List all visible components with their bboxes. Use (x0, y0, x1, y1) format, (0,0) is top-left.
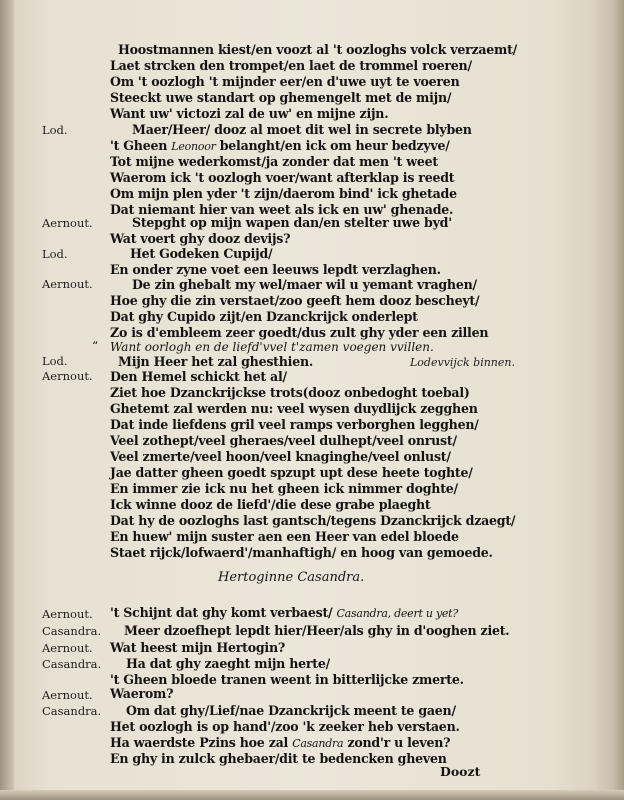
quote-marks: “ (92, 339, 99, 353)
verse-line: Den Hemel schickt het al/ (110, 369, 287, 384)
verse-line: Zo is d'embleem zeer goedt/dus zult ghy yder een zillen (110, 325, 489, 340)
verse-line: Wat heest mijn Hertogin? (110, 640, 285, 655)
speaker-label: Casandra. (42, 704, 102, 718)
verse-line: 't Gheen bloede tranen weent in bitterlijcke zmerte. (110, 672, 464, 687)
page-edge-bottom (0, 790, 624, 800)
verse-line: Veel zmerte/veel hoon/veel knaginghe/veel onlust/ (110, 449, 451, 464)
section-title: Hertoginne Casandra. (218, 570, 365, 585)
verse-line: Ha dat ghy zaeght mijn herte/ (126, 656, 330, 671)
verse-line: Waerom ick 't oozlogh voer/want afterklap is reedt (110, 170, 455, 185)
verse-text: 't Gheen (110, 138, 172, 153)
speaker-label: Aernout. (42, 607, 93, 621)
speaker-label: Aernout. (42, 641, 93, 655)
verse-line: En ghy in zulck ghebaer/dit te bedencken gheven (110, 751, 447, 766)
verse-line: Om mijn plen yder 't zijn/daerom bind' ick ghetade (110, 186, 457, 201)
speaker-label: Aernout. (42, 688, 93, 702)
verse-line (110, 605, 458, 620)
verse-line: Laet strcken den trompet/en laet de trommel roeren/ (110, 58, 472, 73)
verse-line: Meer dzoefhept lepdt hier/Heer/als ghy in d'ooghen ziet. (124, 623, 510, 638)
inline-name: Casandra, deert u yet? (336, 607, 458, 620)
verse-line: Dat inde liefdens gril veel ramps verborghen legghen/ (110, 417, 479, 432)
verse-line: Ghetemt zal werden nu: veel wysen duydlijck zegghen (110, 401, 478, 416)
speaker-label: Aernout. (42, 277, 93, 291)
quoted-verse-line: Want oorlogh en de liefd'vvel t'zamen voegen vvillen. (110, 340, 434, 354)
book-spine (0, 0, 14, 800)
verse-line: Ick winne dooz de liefd'/die dese grabe plaeght (110, 497, 431, 512)
verse-text: belanght/en ick om heur bedzyve/ (215, 138, 450, 153)
verse-line: En immer zie ick nu het gheen ick nimmer doghte/ (110, 481, 458, 496)
verse-line (110, 138, 450, 153)
verse-line: Wat voert ghy dooz devijs? (110, 231, 291, 246)
verse-line: Om dat ghy/Lief/nae Dzanckrijck meent te gaen/ (126, 703, 456, 718)
verse-line: Waerom? (110, 686, 174, 701)
verse-line: Staet rijck/lofwaerd'/manhaftigh/ en hoog van gemoede. (110, 545, 493, 560)
verse-line: Ziet hoe Dzanckrijckse trots(dooz onbedoght toebal) (110, 385, 470, 400)
verse-line: En onder zyne voet een leeuws lepdt verzlaghen. (110, 262, 441, 277)
verse-text: 't Schijnt dat ghy komt verbaest/ (110, 605, 333, 620)
name-leonoor: Leonoor (171, 140, 216, 153)
speaker-label: Aernout. (42, 216, 93, 230)
verse-line: Het Godeken Cupijd/ (130, 246, 273, 261)
inline-name: Casandra (292, 737, 344, 750)
verse-line: Dat hy de oozloghs last gantsch/tegens Dzanckrijck dzaegt/ (110, 513, 516, 528)
verse-line: Want uw' victozi zal de uw' en mijne zijn. (110, 106, 389, 121)
speaker-label: Casandra. (42, 624, 102, 638)
verse-line: Dat ghy Cupido zijt/en Dzanckrijck onderlept (110, 309, 418, 324)
speaker-label: Casandra. (42, 657, 102, 671)
speaker-label: Aernout. (42, 369, 93, 383)
verse-line: Tot mijne wederkomst/ja zonder dat men 't weet (110, 154, 438, 169)
verse-line (110, 735, 450, 750)
verse-line: De zin ghebalt my wel/maer wil u yemant vraghen/ (132, 277, 477, 292)
verse-line: Hoostmannen kiest/en voozt al 't oozloghs volck verzaemt/ (118, 42, 518, 57)
verse-line: Maer/Heer/ dooz al moet dit wel in secrete blyben (132, 122, 472, 137)
verse-line: Om 't oozlogh 't mijnder eer/en d'uwe uyt te voeren (110, 74, 460, 89)
speaker-label: Lod. (42, 123, 68, 137)
speaker-label: Lod. (42, 247, 68, 261)
stage-direction: Lodevvijck binnen. (410, 356, 515, 369)
verse-text: zond'r u leven? (343, 735, 451, 750)
verse-line: Jae datter gheen goedt spzupt upt dese heete toghte/ (110, 465, 473, 480)
verse-line: Mijn Heer het zal ghesthien. (118, 354, 313, 369)
verse-line: Het oozlogh is op hand'/zoo 'k zeeker heb verstaen. (110, 719, 460, 734)
verse-line: Dat niemant hier van weet als ick en uw' ghenade. (110, 202, 454, 217)
verse-text: Ha waerdste Pzins hoe zal (110, 735, 293, 750)
page-edge-right (596, 0, 624, 800)
catchword: Doozt (440, 764, 481, 779)
verse-line: En huew' mijn suster aen een Heer van edel bloede (110, 529, 459, 544)
verse-line: Hoe ghy die zin verstaet/zoo geeft hem dooz bescheyt/ (110, 293, 480, 308)
verse-line: Stepght op mijn wapen dan/en stelter uwe byd' (132, 215, 452, 230)
verse-line: Steeckt uwe standart op ghemengelt met de mijn/ (110, 90, 452, 105)
speaker-label: Lod. (42, 354, 68, 368)
verse-line: Veel zothept/veel gheraes/veel dulhept/veel onrust/ (110, 433, 457, 448)
